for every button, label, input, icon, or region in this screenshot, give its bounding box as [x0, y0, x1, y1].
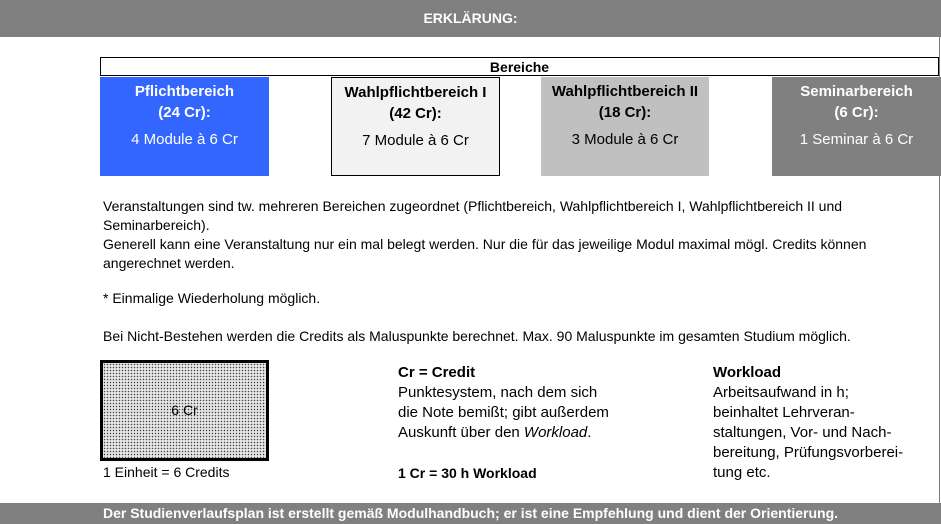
page-header: ERKLÄRUNG:	[0, 0, 941, 37]
box-title: Wahlpflichtbereich II (18 Cr):	[551, 83, 699, 121]
box-subtitle: 1 Seminar à 6 Cr	[799, 131, 914, 148]
note-repeat: * Einmalige Wiederholung möglich.	[103, 290, 321, 306]
bereiche-label: Bereiche	[100, 57, 939, 76]
box-wahlpflichtbereich-1	[331, 77, 500, 176]
page-footer: Der Studienverlaufsplan ist erstellt gemäß Modulhandbuch; er ist eine Empfehlung und dient der Orientierung.	[0, 503, 941, 524]
note-malus: Bei Nicht-Bestehen werden die Credits als Maluspunkte berechnet. Max. 90 Maluspunkte im gesamten Studium möglich.	[103, 328, 851, 344]
credit-definition: Cr = Credit Punktesystem, nach dem sich die Note bemißt; gibt außerdem Auskunft über den Workload. 1 Cr = 30 h Workload	[398, 364, 609, 481]
box-subtitle: 7 Module à 6 Cr	[362, 132, 469, 149]
credit-formula: 1 Cr = 30 h Workload	[398, 465, 537, 481]
box-pflichtbereich	[100, 77, 269, 176]
workload-definition: Workload Arbeitsaufwand in h; beinhaltet Lehrveran- staltungen, Vor- und Nach- bereitung, Prüfungsvorberei- tung etc.	[713, 364, 904, 481]
note-paragraph-assignment: Veranstaltungen sind tw. mehreren Bereichen zugeordnet (Pflichtbereich, Wahlpflichtbereich I, Wahlpflichtbereich II und Seminarbereich). Generell kann eine Veranstaltung nur ein mal belegt werden. Nur die für das jeweilige Modul maximal mögl. Credits können angerechnet werden.	[103, 198, 867, 271]
box-title: Pflichtbereich (24 Cr):	[134, 83, 235, 121]
box-title: Seminarbereich (6 Cr):	[800, 83, 913, 121]
credit-heading: Cr = Credit	[398, 364, 476, 381]
box-wahlpflichtbereich-2	[541, 77, 709, 176]
unit-legend-box: 6 Cr	[100, 360, 269, 461]
unit-legend-caption: 1 Einheit = 6 Credits	[103, 464, 230, 480]
box-seminarbereich	[772, 77, 941, 176]
box-subtitle: 3 Module à 6 Cr	[571, 131, 679, 148]
box-subtitle: 4 Module à 6 Cr	[131, 131, 238, 148]
box-title: Wahlpflichtbereich I (42 Cr):	[344, 84, 487, 122]
workload-heading: Workload	[713, 364, 782, 381]
